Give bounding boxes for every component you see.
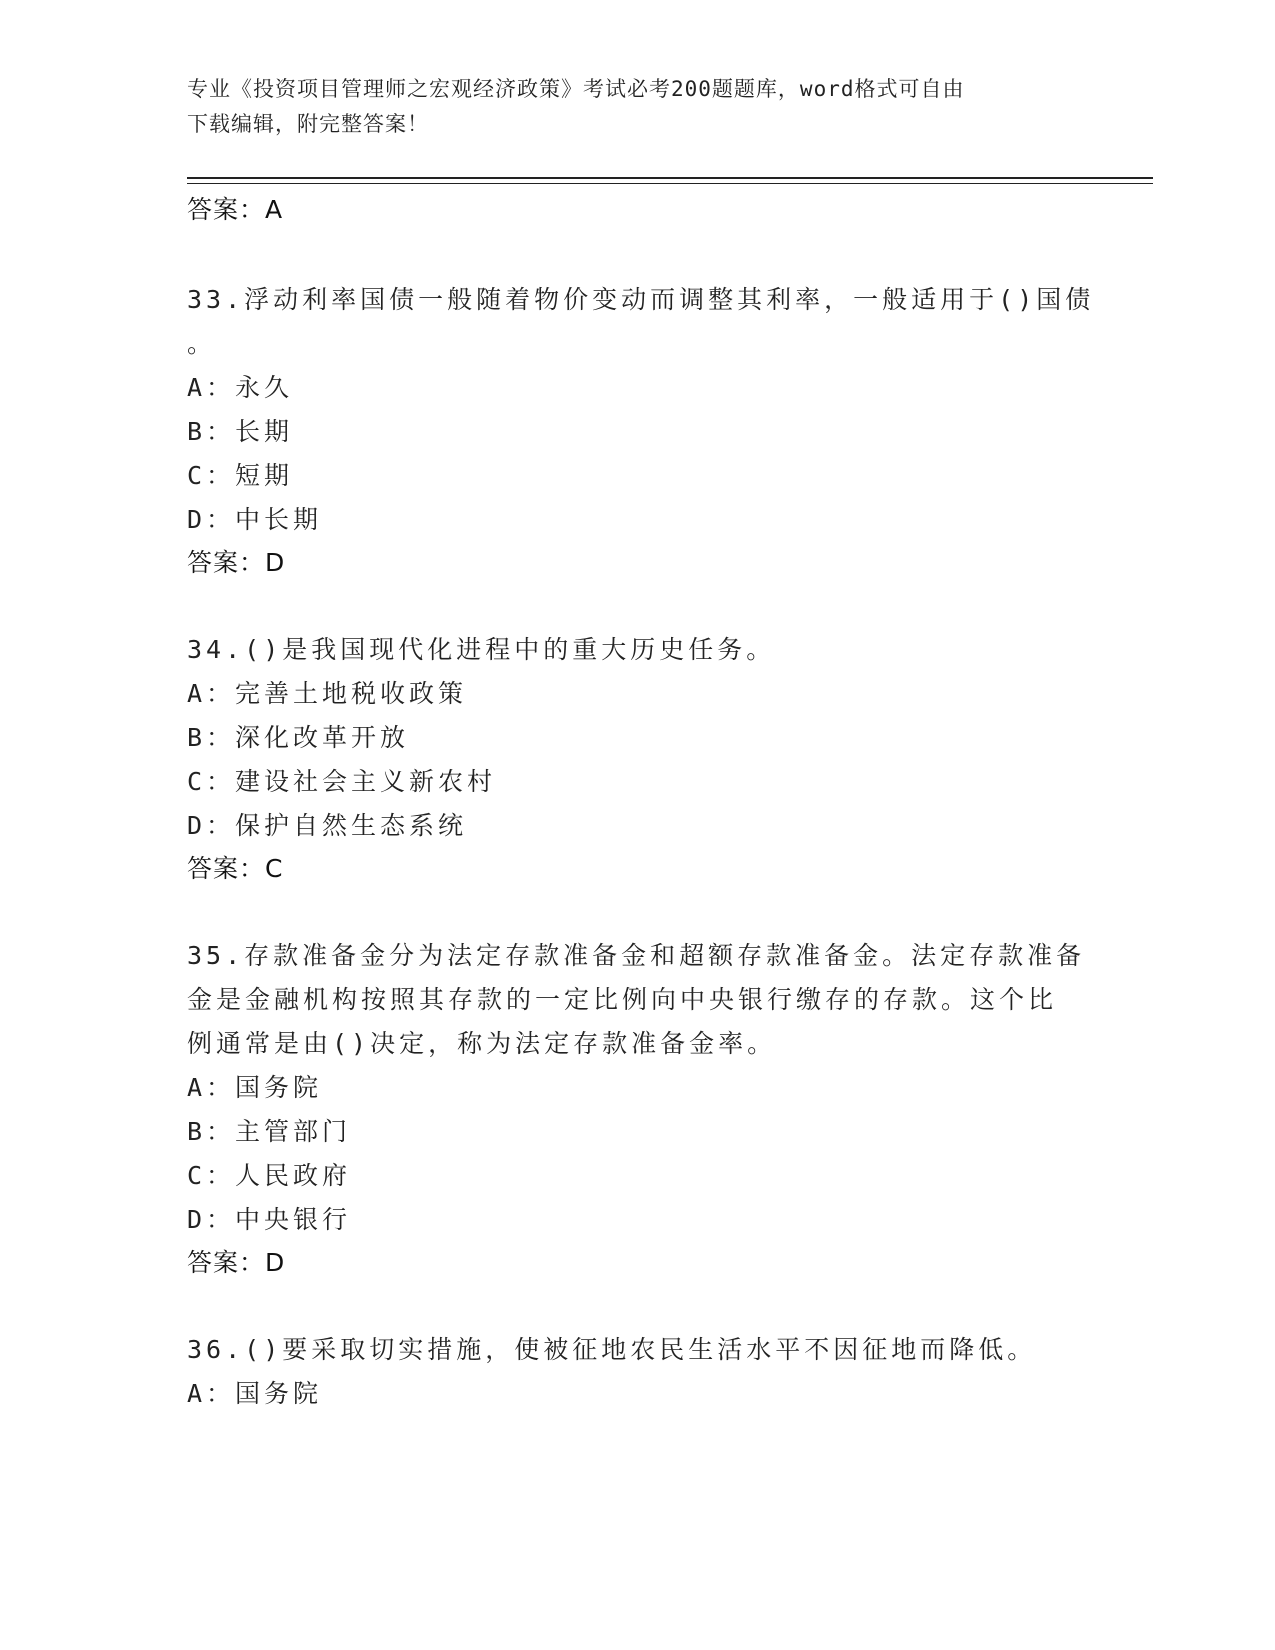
header-line-1: 专业《投资项目管理师之宏观经济政策》考试必考200题题库，word格式可自由 (187, 77, 965, 101)
option-a: A：完善土地税收政策 (187, 679, 468, 708)
header-line-2: 下载编辑，附完整答案！ (187, 112, 429, 136)
option-a: A：永久 (187, 373, 294, 402)
question-stem-line: 35.存款准备金分为法定存款准备金和超额存款准备金。法定存款准备 (187, 941, 1086, 970)
question-stem-line: 36.()要采取切实措施，使被征地农民生活水平不因征地而降低。 (187, 1335, 1037, 1364)
question-stem-line: 33.浮动利率国债一般随着物价变动而调整其利率，一般适用于()国债 (187, 285, 1095, 314)
option-d: D：中央银行 (187, 1205, 352, 1234)
question-stem-line: 。 (187, 329, 217, 358)
option-a: A：国务院 (187, 1073, 323, 1102)
option-a: A：国务院 (187, 1379, 323, 1408)
answer: 答案：D (187, 1248, 286, 1277)
document-header (187, 72, 1087, 142)
question-stem-line: 例通常是由()决定，称为法定存款准备金率。 (187, 1029, 777, 1058)
option-d: D：中长期 (187, 505, 323, 534)
option-b: B：深化改革开放 (187, 723, 410, 752)
option-d: D：保护自然生态系统 (187, 811, 468, 840)
header-divider-thin (187, 183, 1153, 184)
option-c: C：建设社会主义新农村 (187, 767, 497, 796)
option-b: B：长期 (187, 417, 294, 446)
question-stem-line: 金是金融机构按照其存款的一定比例向中央银行缴存的存款。这个比 (187, 985, 1058, 1014)
answer: 答案：C (187, 854, 284, 883)
option-c: C：短期 (187, 461, 294, 490)
question-stem-line: 34.()是我国现代化进程中的重大历史任务。 (187, 635, 776, 664)
header-divider-thick (187, 177, 1153, 179)
answer: 答案：D (187, 548, 286, 577)
option-c: C：人民政府 (187, 1161, 352, 1190)
option-b: B：主管部门 (187, 1117, 352, 1146)
answer-prev: 答案：A (187, 195, 284, 224)
